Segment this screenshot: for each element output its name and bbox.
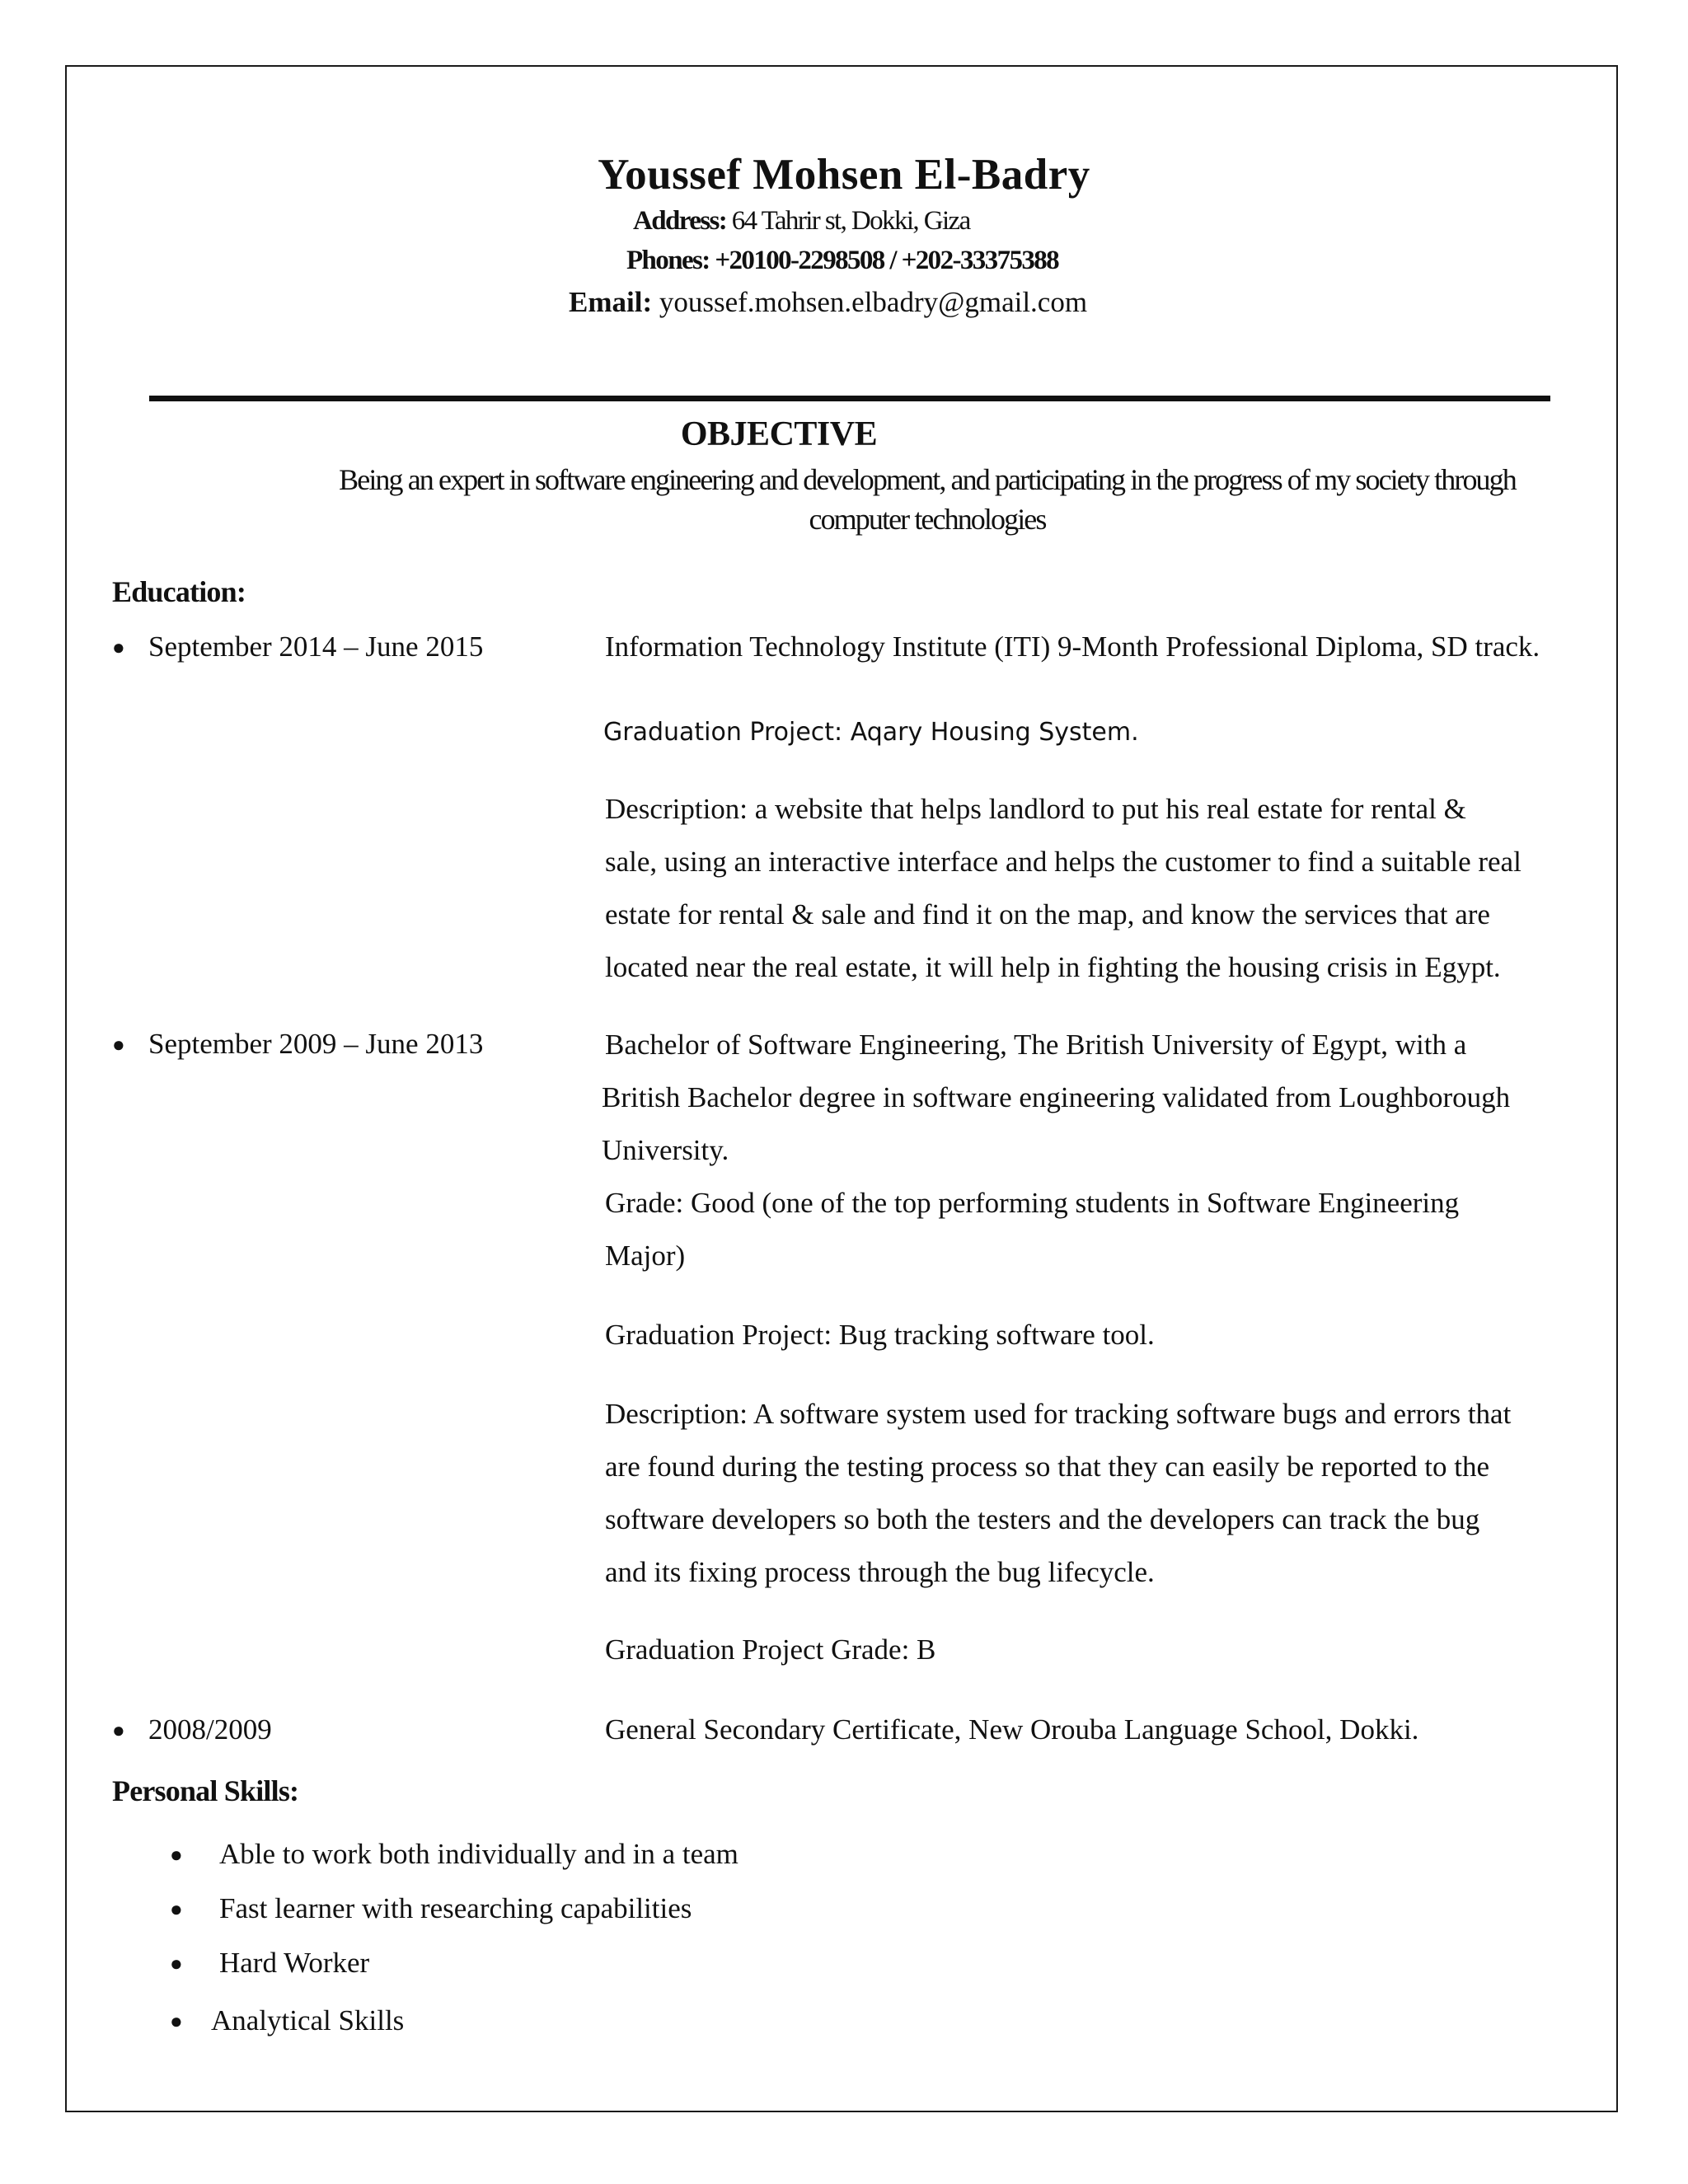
- skill-item: Hard Worker: [219, 1947, 370, 1979]
- education-date-3: 2008/2009: [148, 1713, 272, 1746]
- description-line: Description: a website that helps landlord to put his real estate for rental &: [605, 793, 1466, 825]
- education-degree-1: Information Technology Institute (ITI) 9-Month Professional Diploma, SD track.: [605, 630, 1540, 663]
- education-description-1: [605, 783, 1522, 994]
- skills-heading: Personal Skills:: [112, 1774, 299, 1807]
- skill-item: Analytical Skills: [211, 2004, 405, 2036]
- skill-bullet: ●: [170, 2009, 183, 2033]
- skill-item: Fast learner with researching capabilities: [219, 1892, 692, 1924]
- education-project-2: Graduation Project: Bug tracking software tool.: [605, 1319, 1155, 1351]
- description-line: are found during the testing process so that they can easily be reported to the: [605, 1451, 1490, 1483]
- skill-bullet: ●: [170, 1843, 183, 1867]
- description-line: sale, using an interactive interface and helps the customer to find a suitable real: [605, 846, 1522, 878]
- description-line: Description: A software system used for tracking software bugs and errors that: [605, 1398, 1512, 1430]
- grade-line: Grade: Good (one of the top performing students in Software Engineering: [605, 1187, 1460, 1219]
- education-description-2: [605, 1388, 1511, 1599]
- education-degree-2: [602, 1019, 1510, 1177]
- skill-bullet: ●: [170, 1897, 183, 1921]
- objective-line-1: Being an expert in software engineering and development, and participating in the progress of my society through: [339, 463, 1516, 496]
- education-bullet-2: ●: [112, 1033, 125, 1057]
- description-line: estate for rental & sale and find it on the map, and know the services that are: [605, 898, 1490, 930]
- objective-title: OBJECTIVE: [680, 415, 878, 453]
- address-label: Address:: [633, 206, 727, 236]
- education-degree-3: General Secondary Certificate, New Orouba Language School, Dokki.: [605, 1713, 1419, 1746]
- address-value: 64 Tahrir st, Dokki, Giza: [731, 206, 970, 236]
- email-label: Email:: [569, 286, 653, 318]
- description-line: located near the real estate, it will help in fighting the housing crisis in Egypt.: [605, 951, 1501, 983]
- education-date-1: September 2014 – June 2015: [148, 630, 484, 663]
- education-project-grade-2: Graduation Project Grade: B: [605, 1633, 936, 1666]
- education-project-1: Graduation Project: Aqary Housing System.: [603, 718, 1139, 747]
- email-line: [569, 286, 1087, 319]
- education-date-2: September 2009 – June 2013: [148, 1028, 484, 1060]
- grade-line: Major): [605, 1240, 686, 1272]
- skill-bullet: ●: [170, 1952, 183, 1975]
- phones-value: +20100-2298508 / +202-33375388: [715, 246, 1059, 275]
- description-line: software developers so both the testers and the developers can track the bug: [605, 1503, 1480, 1535]
- education-grade-2: [605, 1177, 1459, 1282]
- objective-line-2: computer technologies: [809, 503, 1046, 536]
- degree-line: University.: [602, 1134, 729, 1166]
- skill-item: Able to work both individually and in a team: [219, 1838, 738, 1870]
- education-bullet-3: ●: [112, 1718, 125, 1742]
- candidate-name: Youssef Mohsen El-Badry: [598, 151, 1090, 199]
- phones-line: [626, 246, 1058, 276]
- address-line: [633, 206, 970, 237]
- description-line: and its fixing process through the bug lifecycle.: [605, 1556, 1155, 1588]
- education-heading: Education:: [112, 575, 246, 608]
- degree-line: British Bachelor degree in software engineering validated from Loughborough: [602, 1081, 1511, 1113]
- degree-line: Bachelor of Software Engineering, The British University of Egypt, with a: [605, 1029, 1467, 1061]
- phones-label: Phones:: [626, 246, 710, 275]
- objective-text: [247, 460, 1607, 539]
- header-divider: [149, 396, 1550, 401]
- email-value: youssef.mohsen.elbadry@gmail.com: [659, 286, 1088, 318]
- education-bullet-1: ●: [112, 635, 125, 659]
